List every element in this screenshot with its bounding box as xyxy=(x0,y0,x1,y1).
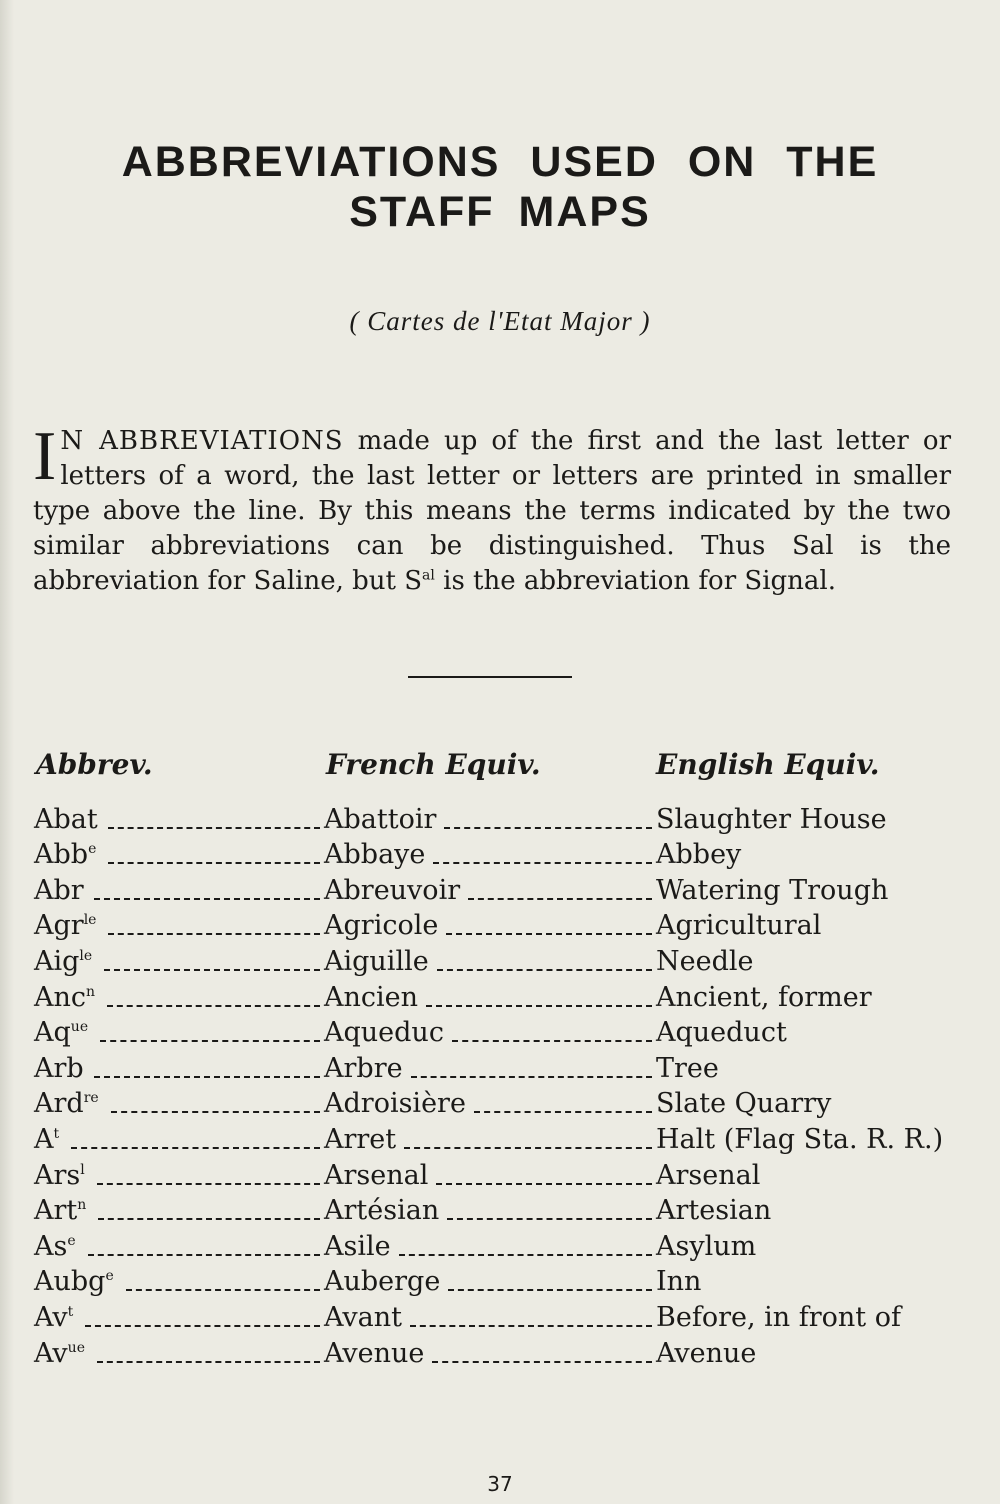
table-row xyxy=(34,944,964,980)
abbrev-superscript: ue xyxy=(70,1019,89,1036)
leader-dots xyxy=(452,1040,652,1042)
abbrev-text: Anc xyxy=(34,981,87,1013)
leader-dots xyxy=(426,1005,652,1007)
abbrev-superscript: e xyxy=(67,1232,76,1249)
table-header xyxy=(36,748,966,788)
subtitle: ( Cartes de l'Etat Major ) xyxy=(349,306,651,336)
french-cell: Avenue xyxy=(324,1337,425,1369)
english-cell: Watering Trough xyxy=(656,874,889,906)
leader-dots xyxy=(108,862,320,864)
abbrev-cell xyxy=(34,839,96,870)
leader-dots xyxy=(94,1076,320,1078)
leader-dots xyxy=(436,1183,652,1185)
leader-dots xyxy=(107,1005,320,1007)
french-cell: Asile xyxy=(324,1230,391,1262)
abbrev-cell xyxy=(34,804,98,835)
french-cell: Arsenal xyxy=(324,1159,429,1191)
abbrev-cell xyxy=(34,1195,86,1226)
abbrev-cell xyxy=(34,910,96,941)
abbrev-text: Av xyxy=(34,1337,68,1369)
abbrev-text: A xyxy=(34,1123,54,1155)
abbrev-cell xyxy=(34,1053,84,1084)
abbrev-superscript: n xyxy=(86,983,96,1000)
abbrev-cell xyxy=(34,875,84,906)
abbrev-cell xyxy=(34,1017,88,1048)
leader-dots xyxy=(410,1325,652,1327)
intro-text-1: made up of the first and the last letter or letters of a word, the last letter or letters are printed in smaller type above the line. By this means the terms indicated by the two similar abbreviations can be distinguished. Thus Sal is the abbreviation for Saline, but S xyxy=(33,426,952,596)
abbrev-text: Agr xyxy=(34,910,84,942)
table-row xyxy=(34,1300,964,1336)
leader-dots xyxy=(85,1325,320,1327)
page-title-line-1: ABBREVIATIONS USED ON THE xyxy=(121,138,879,186)
leader-dots xyxy=(447,1218,652,1220)
page-title-line-2: STAFF MAPS xyxy=(349,188,651,236)
header-english: English Equiv. xyxy=(656,748,880,781)
french-cell: Aiguille xyxy=(324,945,429,977)
table-row xyxy=(34,1016,964,1052)
drop-cap: I xyxy=(33,418,57,495)
english-cell: Aqueduct xyxy=(656,1017,787,1049)
french-cell: Agricole xyxy=(324,910,439,942)
leader-dots xyxy=(446,933,652,935)
table-row xyxy=(34,1158,964,1194)
english-cell: Slate Quarry xyxy=(656,1088,832,1120)
leader-dots xyxy=(98,1218,320,1220)
abbrev-superscript: t xyxy=(67,1303,74,1320)
leader-dots xyxy=(399,1254,652,1256)
abbrev-text: Ard xyxy=(34,1088,84,1120)
abbrev-superscript: e xyxy=(88,841,97,858)
abbrev-cell xyxy=(34,1338,85,1369)
table-row xyxy=(34,838,964,874)
leader-dots xyxy=(71,1147,320,1149)
abbrev-cell xyxy=(34,1088,99,1119)
page-number: 37 xyxy=(487,1472,513,1496)
french-cell: Avant xyxy=(324,1301,402,1333)
english-cell: Halt (Flag Sta. R. R.) xyxy=(656,1123,944,1155)
leader-dots xyxy=(437,969,652,971)
leader-dots xyxy=(111,1111,320,1113)
table-row xyxy=(34,1194,964,1230)
abbrev-superscript: e xyxy=(105,1268,114,1285)
leader-dots xyxy=(474,1111,652,1113)
table-row xyxy=(34,1336,964,1372)
leader-dots xyxy=(97,1183,320,1185)
abbrev-superscript: le xyxy=(79,947,93,964)
abbrev-cell xyxy=(34,1302,73,1333)
abbrev-text: Arb xyxy=(34,1052,84,1084)
english-cell: Needle xyxy=(656,945,754,977)
leader-dots xyxy=(404,1147,652,1149)
abbrev-text: Abb xyxy=(34,839,89,871)
abbreviation-table xyxy=(34,802,964,1372)
leader-dots xyxy=(432,1361,652,1363)
leader-dots xyxy=(97,1361,320,1363)
abbrev-superscript: n xyxy=(77,1197,87,1214)
abbrev-text: As xyxy=(34,1230,68,1262)
abbrev-superscript: l xyxy=(80,1161,85,1178)
leader-dots xyxy=(444,827,652,829)
abbrev-cell xyxy=(34,1124,59,1155)
english-cell: Inn xyxy=(656,1266,702,1298)
table-row xyxy=(34,873,964,909)
leader-dots xyxy=(411,1076,652,1078)
french-cell: Abattoir xyxy=(324,803,437,835)
french-cell: Artésian xyxy=(324,1195,440,1227)
english-cell: Before, in front of xyxy=(656,1301,901,1333)
leader-dots xyxy=(126,1289,320,1291)
header-french: French Equiv. xyxy=(326,748,541,781)
english-cell: Tree xyxy=(656,1052,719,1084)
leader-dots xyxy=(108,933,320,935)
french-cell: Adroisière xyxy=(324,1088,466,1120)
intro-lead: N ABBREVIATIONS xyxy=(60,426,344,456)
table-row xyxy=(34,1229,964,1265)
leader-dots xyxy=(94,898,320,900)
english-cell: Ancient, former xyxy=(656,981,872,1013)
abbrev-cell xyxy=(34,1266,114,1297)
leader-dots xyxy=(468,898,652,900)
abbrev-superscript: re xyxy=(83,1090,99,1107)
table-row xyxy=(34,1265,964,1301)
english-cell: Avenue xyxy=(656,1337,757,1369)
french-cell: Abreuvoir xyxy=(324,874,461,906)
section-divider xyxy=(408,676,572,678)
french-cell: Arret xyxy=(324,1123,397,1155)
abbrev-cell xyxy=(34,982,95,1013)
table-row xyxy=(34,909,964,945)
abbrev-text: Ars xyxy=(34,1159,81,1191)
intro-superscript: al xyxy=(422,567,435,584)
english-cell: Slaughter House xyxy=(656,803,887,835)
english-cell: Asylum xyxy=(656,1230,757,1262)
french-cell: Arbre xyxy=(324,1052,403,1084)
abbrev-superscript: t xyxy=(53,1125,60,1142)
abbrev-text: Art xyxy=(34,1195,78,1227)
abbrev-text: Av xyxy=(34,1301,68,1333)
leader-dots xyxy=(88,1254,320,1256)
abbrev-text: Abr xyxy=(34,874,84,906)
leader-dots xyxy=(108,827,320,829)
leader-dots xyxy=(100,1040,320,1042)
leader-dots xyxy=(433,862,652,864)
french-cell: Ancien xyxy=(324,981,419,1013)
table-row xyxy=(34,1087,964,1123)
french-cell: Auberge xyxy=(324,1266,441,1298)
english-cell: Abbey xyxy=(656,839,742,871)
abbrev-text: Aubg xyxy=(34,1266,106,1298)
table-row xyxy=(34,1051,964,1087)
abbrev-text: Abat xyxy=(34,803,98,835)
english-cell: Agricultural xyxy=(656,910,822,942)
table-row xyxy=(34,1122,964,1158)
abbrev-superscript: le xyxy=(83,912,97,929)
leader-dots xyxy=(104,969,320,971)
header-abbrev: Abbrev. xyxy=(36,748,153,781)
leader-dots xyxy=(448,1289,652,1291)
abbrev-cell xyxy=(34,1160,85,1191)
table-row xyxy=(34,802,964,838)
abbrev-cell xyxy=(34,946,92,977)
english-cell: Arsenal xyxy=(656,1159,761,1191)
intro-paragraph xyxy=(33,418,952,599)
abbrev-superscript: ue xyxy=(67,1339,85,1356)
abbrev-cell xyxy=(34,1231,76,1262)
french-cell: Aqueduc xyxy=(324,1017,444,1049)
abbrev-text: Aq xyxy=(34,1017,71,1049)
french-cell: Abbaye xyxy=(324,839,426,871)
intro-text-2: is the abbreviation for Signal. xyxy=(434,566,836,596)
english-cell: Artesian xyxy=(656,1195,772,1227)
abbrev-text: Aig xyxy=(34,945,80,977)
table-row xyxy=(34,980,964,1016)
